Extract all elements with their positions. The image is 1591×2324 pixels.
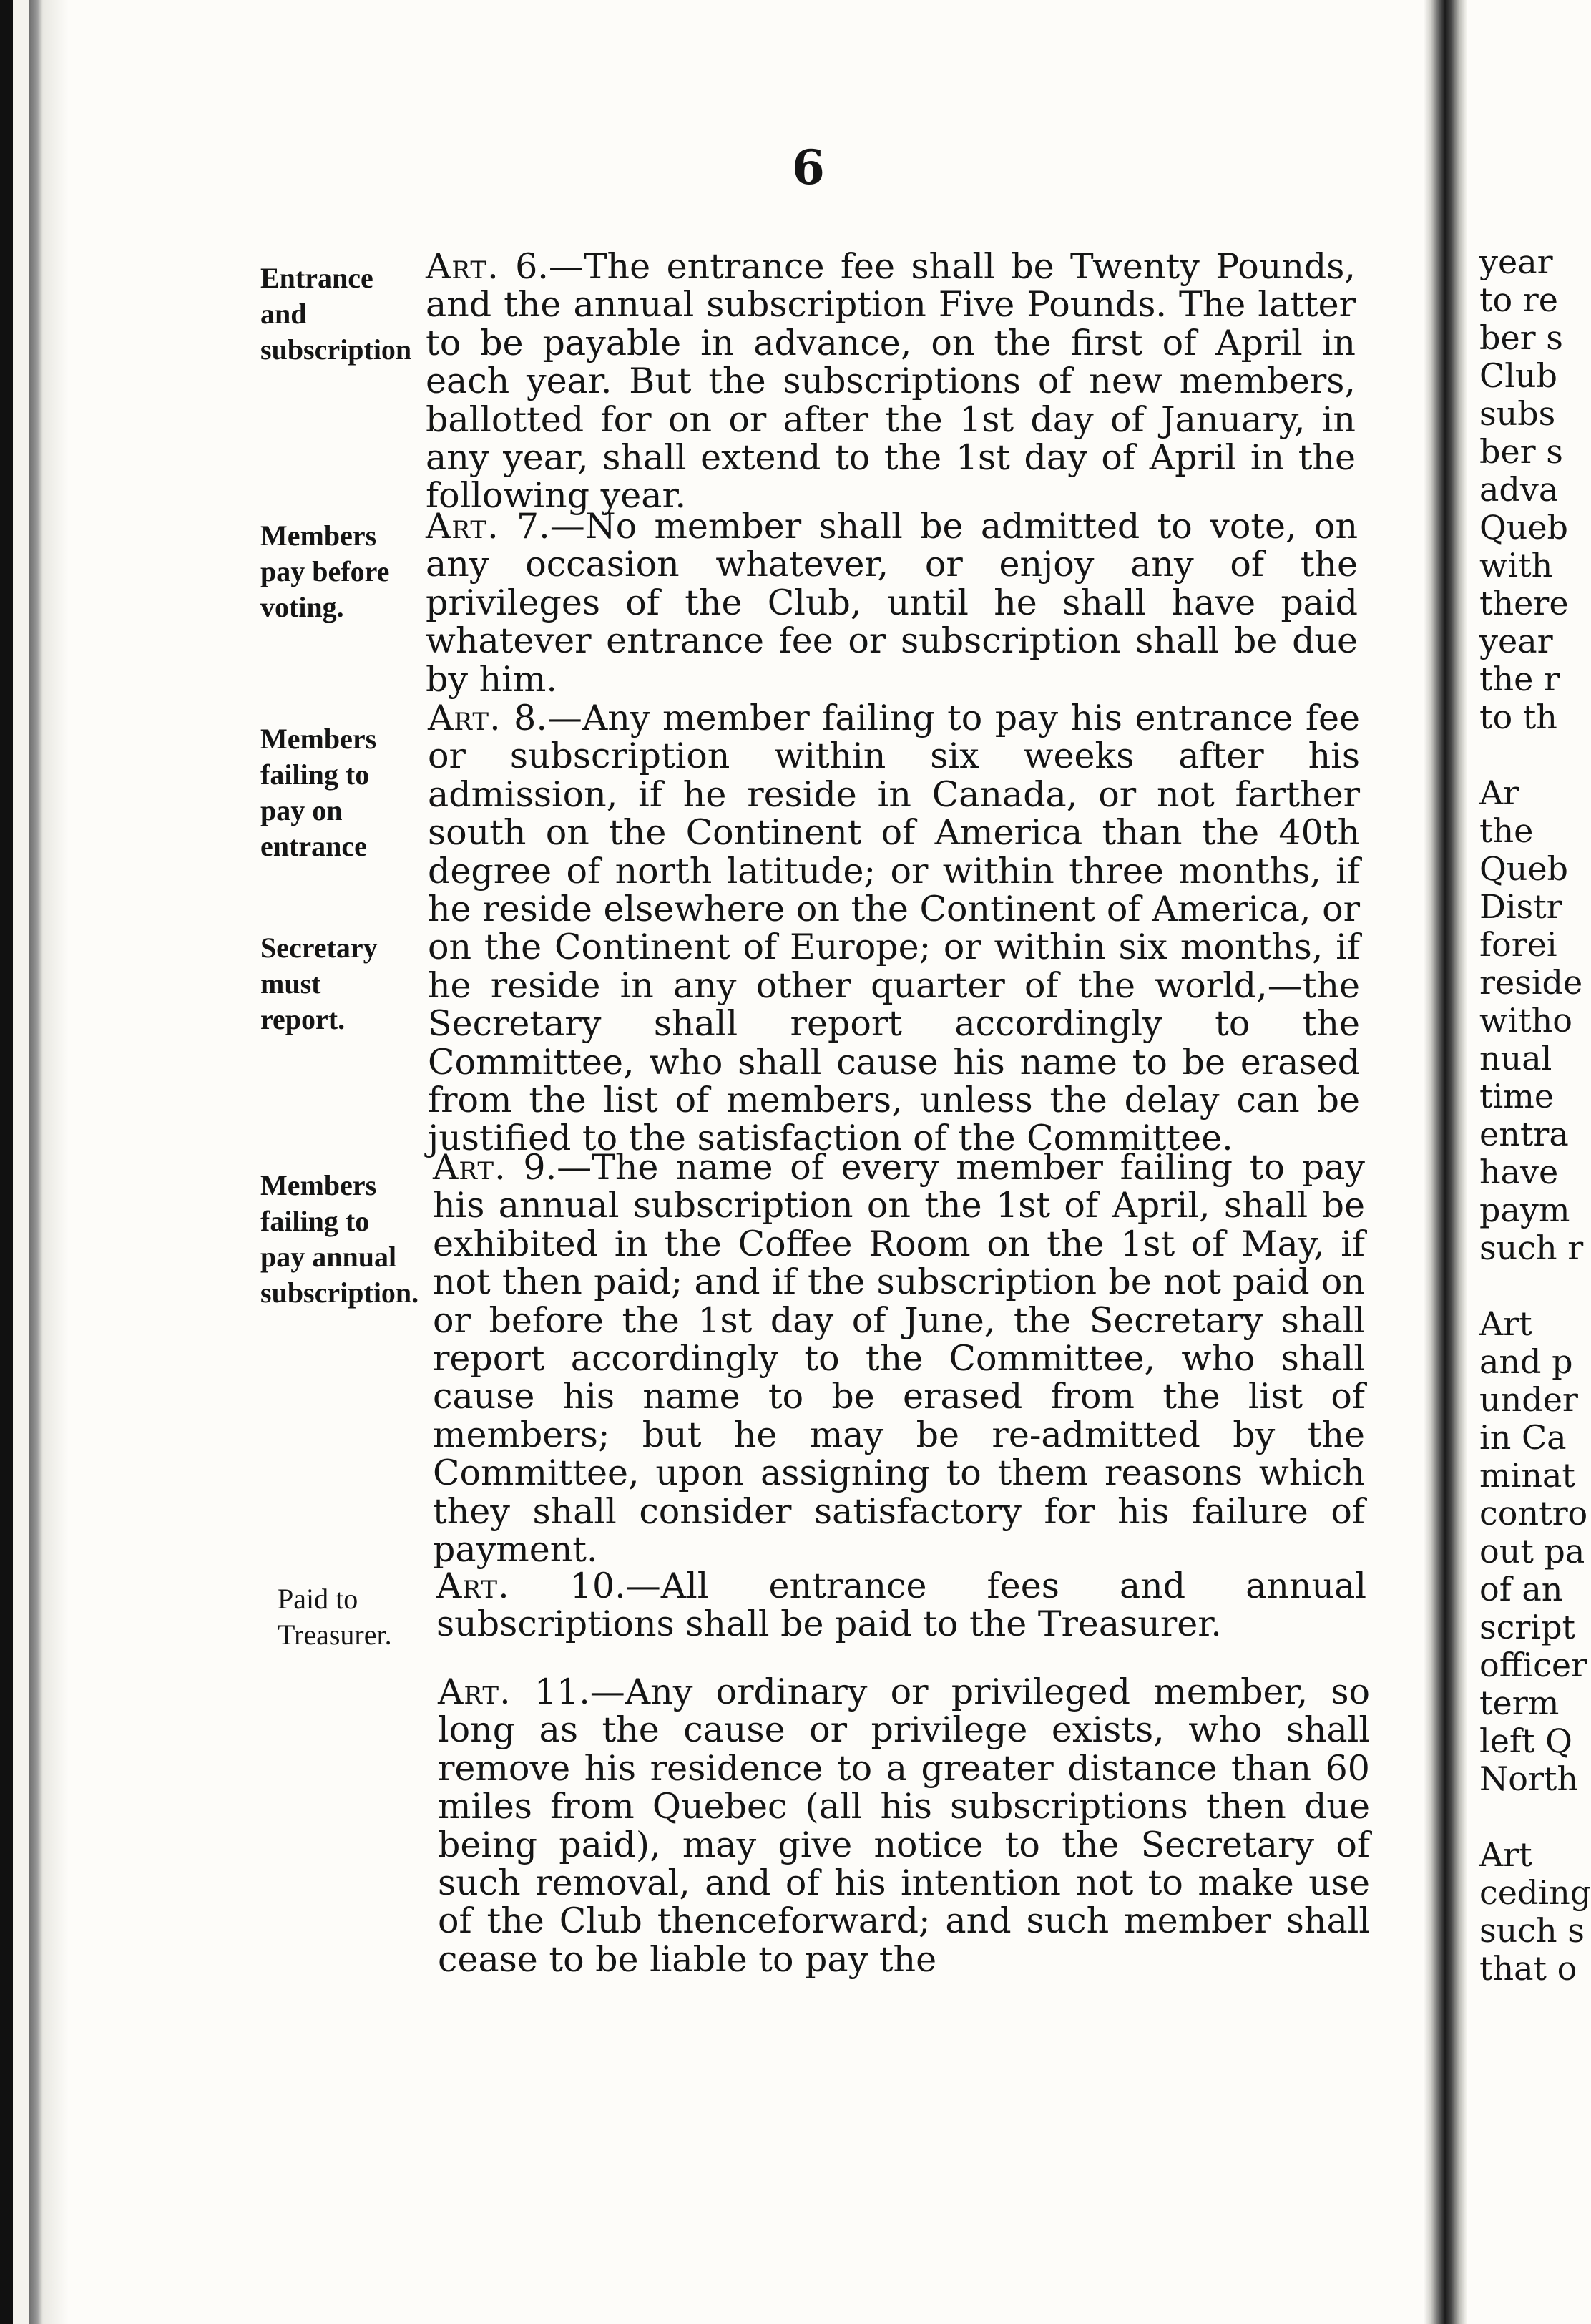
facing-line: minat <box>1479 1456 1575 1495</box>
facing-line <box>1479 736 1580 774</box>
facing-line: left Q <box>1479 1722 1572 1760</box>
facing-line: year <box>1479 622 1553 660</box>
facing-line: reside <box>1479 963 1583 1002</box>
facing-line: to th <box>1479 698 1557 736</box>
facing-line: the <box>1479 811 1534 850</box>
facing-line <box>1479 1798 1580 1836</box>
article-text: 9.—The name of every member failing to pay his annual subscription on the 1st of April, shall be exhibited in the Coffee Room on the 1st of May, if not then paid; and if the subscription be not paid on or before the 1st day of June, the Secretary shall report accordingly to the Committee, who shall cause his name to be erased from the list of members; but he may be re-admitted by the Committee, upon assigning to them reasons which they shall consider satisfactory for his failure of payment. <box>433 1147 1365 1571</box>
margin-note-secretary-report: Secretary must report. <box>260 932 378 1035</box>
article-text: 8.—Any member failing to pay his entrance fee or subscription within six weeks after his admission, if he reside in Canada, or not farther south on the Continent of America than the 40th degree of north latitude; or within three months, if he reside elsewhere on the Continent of America, or on the Continent of Europe; or within six months, if he reside in any other quarter of the world,—the Secretary shall report accordingly to the Committee, who shall cause his name to be erased from the list of members, unless the delay can be justified to the satisfaction of the Committee. <box>428 698 1360 1159</box>
facing-line: in Ca <box>1479 1418 1567 1457</box>
article-7 <box>426 507 1358 698</box>
facing-line: ceding <box>1479 1873 1591 1912</box>
margin-note-treasurer: Paid to Treasurer. <box>278 1583 392 1651</box>
facing-line: Art <box>1479 1304 1532 1343</box>
facing-line: Club <box>1479 356 1557 395</box>
facing-line: ber s <box>1479 318 1563 357</box>
facing-line: Queb <box>1479 508 1569 547</box>
facing-line: of an <box>1479 1570 1563 1608</box>
facing-line: have <box>1479 1153 1559 1191</box>
facing-line: nual <box>1479 1039 1552 1078</box>
article-8 <box>428 699 1360 1158</box>
margin-note-pay-before-voting: Members pay before voting. <box>260 519 390 623</box>
facing-line <box>1479 1267 1580 1305</box>
facing-line: officer <box>1479 1646 1587 1684</box>
article-label: Art. <box>426 506 499 547</box>
article-text: 6.—The entrance fee shall be Twenty Pounds, and the annual subscription Five Pounds. The latter to be payable in advance, on the first of April in each year. But the subscriptions of new members, ballotted for on or after the 1st day of January, in any year, shall extend to the 1st day of April in the following year. <box>426 246 1356 517</box>
article-6 <box>426 248 1356 515</box>
facing-line: Distr <box>1479 887 1562 926</box>
facing-line: to re <box>1479 280 1559 319</box>
facing-line: with <box>1479 546 1553 585</box>
facing-line: Queb <box>1479 849 1569 888</box>
facing-line: such s <box>1479 1911 1585 1950</box>
article-text: 7.—No member shall be admitted to vote, on any occasion whatever, or enjoy any of the privileges of the Club, until he shall have paid whatever entrance fee or subscription shall be due by him. <box>426 506 1358 700</box>
facing-line: time <box>1479 1077 1555 1115</box>
article-label: Art. <box>426 246 499 287</box>
article-text: 10.—All entrance fees and annual subscriptions shall be paid to the Treasurer. <box>436 1566 1366 1645</box>
facing-line: year <box>1479 243 1553 281</box>
facing-line: term <box>1479 1684 1560 1722</box>
margin-note-entrance: Entrance and subscription <box>260 262 412 366</box>
article-11 <box>438 1673 1370 1978</box>
page-number: 6 <box>792 140 825 195</box>
facing-line: subs <box>1479 394 1556 433</box>
article-10 <box>436 1567 1366 1644</box>
facing-line: contro <box>1479 1494 1588 1533</box>
facing-line: script <box>1479 1608 1576 1646</box>
book-gutter <box>1424 0 1467 2324</box>
facing-line: there <box>1479 584 1569 622</box>
facing-line: paym <box>1479 1191 1570 1229</box>
facing-line: North <box>1479 1759 1579 1798</box>
article-9 <box>433 1147 1365 1571</box>
facing-page-fragment <box>1479 243 1591 1988</box>
facing-line: out pa <box>1479 1532 1585 1571</box>
facing-line: that o <box>1479 1949 1577 1988</box>
article-label: Art. <box>438 1671 511 1712</box>
facing-line: the r <box>1479 660 1560 698</box>
article-text: 11.—Any ordinary or privileged member, so long as the cause or privilege exists, who shall remove his residence to a greater distance than 60 miles from Quebec (all his subscriptions then due being paid), may give notice to the Secretary of such removal, and of his intention not to make use of the Club thenceforward; and such member shall cease to be liable to pay the <box>438 1671 1370 1980</box>
facing-line: under <box>1479 1380 1578 1419</box>
article-label: Art. <box>436 1566 510 1606</box>
margin-note-failing-annual: Members failing to pay annual subscription. <box>260 1169 419 1309</box>
article-label: Art. <box>428 698 501 738</box>
facing-line: forei <box>1479 925 1557 964</box>
article-label: Art. <box>433 1147 506 1188</box>
facing-line: adva <box>1479 470 1559 509</box>
facing-line: witho <box>1479 1001 1572 1040</box>
facing-line: Art <box>1479 1835 1532 1874</box>
facing-line: ber s <box>1479 432 1563 471</box>
left-page-edge <box>0 0 69 2324</box>
facing-line: Ar <box>1479 773 1519 812</box>
facing-line: such r <box>1479 1229 1584 1267</box>
facing-line: and p <box>1479 1342 1573 1381</box>
margin-note-failing-entrance: Members failing to pay on entrance <box>260 723 377 862</box>
facing-line: entra <box>1479 1115 1569 1153</box>
